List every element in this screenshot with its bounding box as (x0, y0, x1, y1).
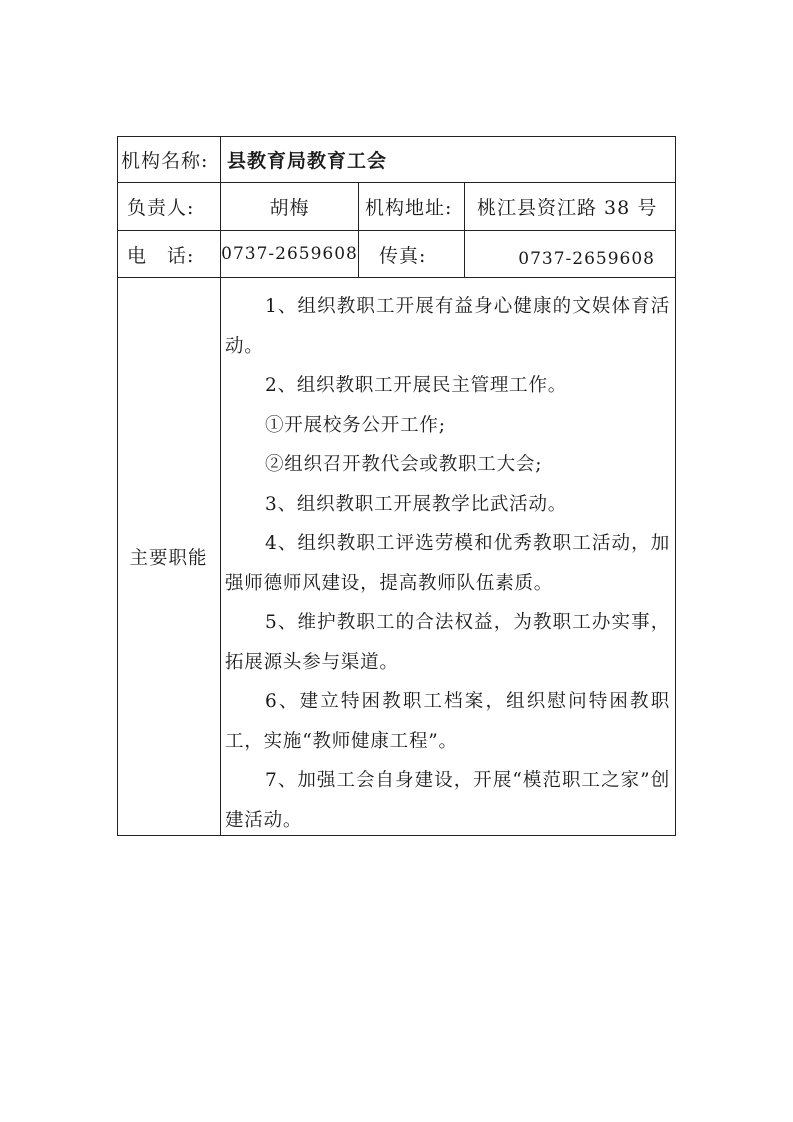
address-value-cell (465, 183, 676, 231)
address-label-cell (359, 183, 465, 231)
fax-value: 0737-2659608 (518, 249, 655, 269)
duty-item: 7、加强工会自身建设，开展“模范职工之家”创建活动。 (225, 770, 670, 831)
fax-label-cell (359, 231, 465, 278)
org-name-value-cell (221, 136, 676, 183)
fax-value-cell (465, 231, 676, 278)
head-value: 胡梅 (269, 197, 310, 219)
head-label: 负责人: (127, 197, 195, 219)
org-name-label: 机构名称: (121, 149, 209, 172)
address-label: 机构地址: (365, 197, 453, 219)
duty-item: ②组织召开教代会或教职工大会; (265, 454, 543, 475)
duty-item: 3、组织教职工开展教学比武活动。 (265, 493, 568, 515)
phone-label: 电 话: (127, 244, 195, 267)
org-name-value: 县教育局教育工会 (227, 149, 388, 172)
duty-item: ①开展校务公开工作; (265, 414, 446, 436)
address-value: 桃江县资江路 38 号 (477, 197, 658, 219)
head-value-cell (221, 183, 359, 231)
duty-item: 6、建立特困教职工档案，组织慰问特困教职工，实施“教师健康工程”。 (225, 691, 670, 752)
duties-label-cell (117, 278, 221, 836)
duty-item: 5、维护教职工的合法权益，为教职工办实事，拓展源头参与渠道。 (225, 612, 670, 673)
head-label-cell (117, 183, 221, 231)
duties-label: 主要职能 (129, 547, 208, 569)
phone-value-cell (221, 231, 359, 278)
phone-label-cell (117, 231, 221, 278)
duty-item: 4、组织教职工评选劳模和优秀教职工活动，加强师德师风建设，提高教师队伍素质。 (225, 533, 670, 594)
fax-label: 传真: (379, 244, 427, 267)
phone-value: 0737-2659608 (221, 244, 358, 264)
duties-list (221, 278, 676, 836)
duty-item: 1、组织教职工开展有益身心健康的文娱体育活动。 (225, 296, 670, 357)
org-name-label-cell (117, 136, 221, 183)
org-info-table (117, 136, 676, 836)
duty-item: 2、组织教职工开展民主管理工作。 (265, 375, 568, 396)
